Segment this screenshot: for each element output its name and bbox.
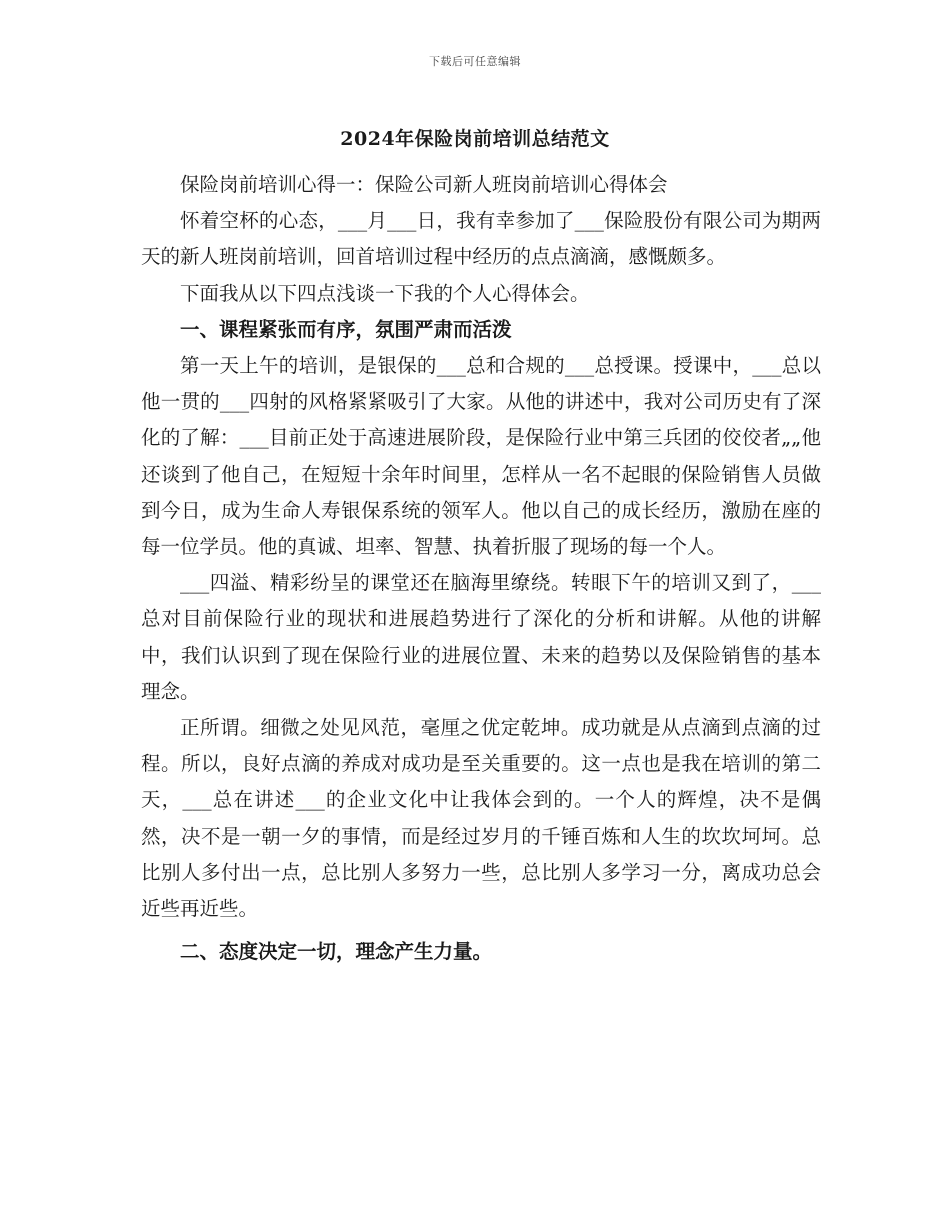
section-2-heading: 二、态度决定一切，理念产生力量。 [180,940,493,964]
section-1-paragraph-1: 第一天上午的培训，是银保的___总和合规的___总授课。授课中，___总以他一贯的___四射的风格紧紧吸引了大家。从他的讲述中，我对公司历史有了深化的了解：___目前正处于高速进展阶段，是保险行业中第三兵团的佼佼者„„他还谈到了他自己，在短短十余年时间里，怎样从一名不起眼的保险销售人员做到今日，成为生命人寿银保系统的领军人。他以自己的成长经历，激励在座的每一位学员。他的真诚、坦率、智慧、执着折服了现场的每一个人。 [141,354,821,559]
document-body [141,167,821,970]
page-header-note: 下载后可任意编辑 [429,55,521,68]
intro-paragraph-1: 怀着空杯的心态，___月___日，我有幸参加了___保险股份有限公司为期两天的新人班岗前培训，回首培训过程中经历的点点滴滴，感慨颇多。 [141,209,821,269]
section-1-paragraph-3: 正所谓。细微之处见风范，毫厘之优定乾坤。成功就是从点滴到点滴的过程。所以，良好点滴的养成对成功是至关重要的。这一点也是我在培训的第二天，___总在讲述___的企业文化中让我体会到的。一个人的辉煌，决不是偶然，决不是一朝一夕的事情，而是经过岁月的千锤百炼和人生的坎坎坷坷。总比别人多付出一点，总比别人多努力一些，总比别人多学习一分，离成功总会近些再近些。 [141,716,821,921]
intro-paragraph-2: 下面我从以下四点浅谈一下我的个人心得体会。 [180,281,590,305]
document-subtitle: 保险岗前培训心得一：保险公司新人班岗前培训心得体会 [180,173,668,196]
section-1-paragraph-2: ___四溢、精彩纷呈的课堂还在脑海里缭绕。转眼下午的培训又到了，___总对目前保险行业的现状和进展趋势进行了深化的分析和讲解。从他的讲解中，我们认识到了现在保险行业的进展位置、未来的趋势以及保险销售的基本理念。 [141,571,821,703]
section-1-heading: 一、课程紧张而有序，氛围严肃而活泼 [180,317,512,341]
document-title: 2024年保险岗前培训总结范文 [340,128,610,150]
